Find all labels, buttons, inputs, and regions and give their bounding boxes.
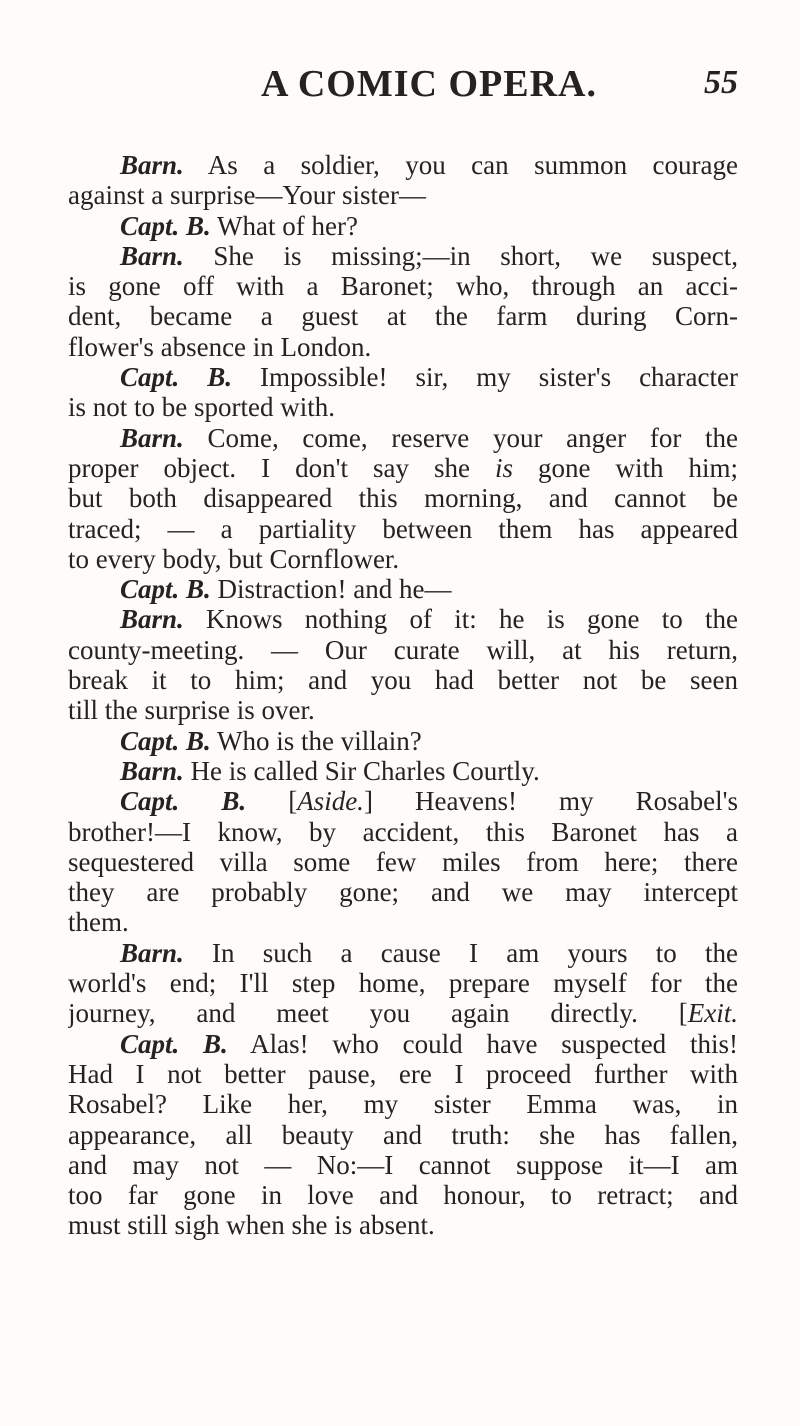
line-text: He is called Sir Charles Courtly. — [183, 755, 540, 786]
italic-text: is — [495, 452, 514, 483]
speaker-name: Barn. — [120, 422, 184, 453]
page-number: 55 — [704, 64, 738, 101]
text-line — [68, 1150, 738, 1180]
line-text: [ — [246, 786, 298, 817]
text-line — [68, 877, 738, 907]
text-line — [68, 362, 738, 392]
text-line — [68, 665, 738, 695]
line-text: flower's absence in London. — [68, 331, 372, 362]
text-body — [68, 150, 738, 1241]
speaker-name: Barn. — [120, 240, 184, 271]
line-text: till the surprise is over. — [68, 695, 315, 726]
line-text: Rosabel? Like her, my sister Emma was, in — [68, 1089, 738, 1120]
line-text: they are probably gone; and we may intercept — [68, 877, 738, 908]
speaker-name: Capt. B. — [120, 1028, 228, 1059]
text-line — [68, 756, 738, 786]
text-line — [68, 817, 738, 847]
line-text: too far gone in love and honour, to retract; and — [68, 1180, 738, 1211]
line-text: Impossible! sir, my sister's character — [232, 362, 738, 393]
line-text: and may not — No:—I cannot suppose it—I am — [68, 1149, 738, 1180]
text-line — [68, 604, 738, 634]
text-line — [68, 1059, 738, 1089]
line-text: proper object. I don't say she — [68, 452, 495, 483]
line-text: sequestered villa some few miles from here; there — [68, 846, 738, 877]
text-line — [68, 695, 738, 725]
line-text: but both disappeared this morning, and cannot be — [68, 483, 738, 514]
italic-text: Exit. — [687, 998, 738, 1029]
text-line — [68, 998, 738, 1028]
line-text: As a soldier, you can summon courage — [183, 150, 738, 180]
line-text: must still sigh when she is absent. — [68, 1210, 435, 1241]
text-line — [68, 483, 738, 513]
text-line — [68, 968, 738, 998]
line-text: ] Heavens! my Rosabel's — [363, 786, 738, 817]
line-text: county-meeting. — Our curate will, at his return, — [68, 634, 738, 665]
speaker-name: Capt. B. — [120, 786, 247, 817]
line-text: Who is the villain? — [210, 725, 422, 756]
page-header — [120, 62, 738, 122]
text-line — [68, 423, 738, 453]
speaker-name: Barn. — [120, 150, 184, 180]
running-title: A COMIC OPERA. — [261, 63, 597, 105]
line-text: Distraction! and he— — [210, 574, 452, 605]
text-line — [68, 726, 738, 756]
text-line — [68, 938, 738, 968]
line-text: to every body, but Cornflower. — [68, 543, 400, 574]
line-text: them. — [68, 907, 129, 938]
line-text: brother!—I know, by accident, this Baronet has a — [68, 816, 738, 847]
line-text: world's end; I'll step home, prepare myself for the — [68, 968, 738, 999]
speaker-name: Capt. B. — [120, 725, 211, 756]
text-line — [68, 332, 738, 362]
line-text: Come, come, reserve your anger for the — [183, 422, 738, 453]
speaker-name: Barn. — [120, 755, 184, 786]
line-text: Knows nothing of it: he is gone to the — [183, 604, 738, 635]
text-line — [68, 1210, 738, 1240]
text-line — [68, 1120, 738, 1150]
text-line — [68, 514, 738, 544]
speaker-name: Capt. B. — [120, 362, 233, 393]
text-line — [68, 1089, 738, 1119]
text-line — [68, 241, 738, 271]
line-text: is gone off with a Baronet; who, through an acci- — [68, 271, 738, 302]
line-text: gone with him; — [513, 452, 738, 483]
line-text: appearance, all beauty and truth: she has fallen, — [68, 1119, 738, 1150]
text-line — [68, 907, 738, 937]
speaker-name: Capt. B. — [120, 210, 211, 241]
line-text: against a surprise—Your sister— — [68, 180, 426, 211]
line-text: In such a cause I am yours to the — [183, 937, 738, 968]
text-line — [68, 1180, 738, 1210]
text-line — [68, 635, 738, 665]
text-line — [68, 453, 738, 483]
text-line — [68, 544, 738, 574]
speaker-name: Capt. B. — [120, 574, 211, 605]
line-text: journey, and meet you again directly. [ — [68, 998, 688, 1029]
text-line — [68, 180, 738, 210]
speaker-name: Barn. — [120, 604, 184, 635]
line-text: Alas! who could have suspected this! — [227, 1028, 738, 1059]
speaker-name: Barn. — [120, 937, 184, 968]
text-line — [68, 150, 738, 180]
italic-text: Aside. — [297, 786, 364, 817]
line-text: She is missing;—in short, we suspect, — [183, 240, 738, 271]
text-line — [68, 301, 738, 331]
line-text: is not to be sported with. — [68, 392, 335, 423]
text-line — [68, 392, 738, 422]
text-line — [68, 211, 738, 241]
text-line — [68, 574, 738, 604]
line-text: break it to him; and you had better not be seen — [68, 665, 738, 696]
text-line — [68, 1029, 738, 1059]
text-line — [68, 271, 738, 301]
line-text: What of her? — [210, 210, 358, 241]
text-line — [68, 786, 738, 816]
line-text: Had I not better pause, ere I proceed further with — [68, 1058, 738, 1089]
text-line — [68, 847, 738, 877]
line-text: dent, became a guest at the farm during Corn- — [68, 301, 738, 332]
line-text: traced; — a partiality between them has appeared — [68, 513, 738, 544]
